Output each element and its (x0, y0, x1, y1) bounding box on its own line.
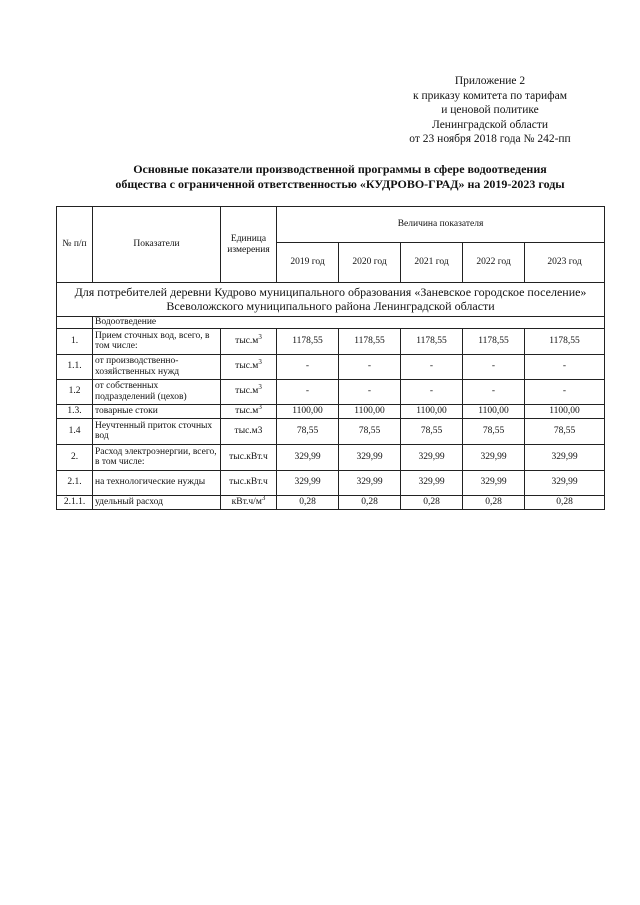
row-unit (221, 328, 277, 354)
unit-text: тыс.м (235, 386, 259, 397)
row-value: 0,28 (277, 495, 339, 509)
empty-cell (57, 317, 93, 329)
row-value: - (339, 379, 401, 404)
appendix-line: и ценовой политике (441, 104, 539, 116)
row-unit (221, 404, 277, 418)
unit-sup: 3 (258, 383, 262, 392)
subsection-row (57, 317, 605, 329)
header-year: 2022 год (463, 243, 525, 283)
section-row (57, 283, 605, 317)
row-unit (221, 444, 277, 470)
table-row (57, 444, 605, 470)
row-value: 78,55 (277, 418, 339, 444)
row-unit (221, 418, 277, 444)
appendix-line: к приказу комитета по тарифам (413, 89, 567, 102)
row-num: 1.2 (57, 379, 93, 404)
unit-text: тыс.кВт.ч (229, 477, 268, 488)
row-num: 1.3. (57, 404, 93, 418)
row-value: - (401, 354, 463, 379)
appendix-line: от 23 ноября 2018 года № 242-пп (409, 133, 571, 145)
header-value: Величина показателя (277, 207, 605, 243)
indicators-table (56, 206, 605, 510)
row-name: Неучтенный приток сточных вод (93, 418, 221, 444)
row-value: - (525, 354, 605, 379)
table-row (57, 495, 605, 509)
row-unit (221, 470, 277, 495)
row-value: 329,99 (401, 470, 463, 495)
table-row (57, 379, 605, 404)
table-row (57, 354, 605, 379)
header-year: 2023 год (525, 243, 605, 283)
unit-text: кВт.ч/м (231, 496, 262, 507)
row-value: 1178,55 (401, 328, 463, 354)
row-value: 1178,55 (525, 328, 605, 354)
row-name: от собственных подразделений (цехов) (93, 379, 221, 404)
row-num: 2.1.1. (57, 495, 93, 509)
header-indicator: Показатели (93, 207, 221, 283)
header-row (57, 207, 605, 243)
row-num: 2. (57, 444, 93, 470)
row-value: 1100,00 (463, 404, 525, 418)
header-year: 2019 год (277, 243, 339, 283)
table-row (57, 328, 605, 354)
row-num: 2.1. (57, 470, 93, 495)
row-value: 0,28 (339, 495, 401, 509)
row-value: 329,99 (339, 444, 401, 470)
header-unit: Единица измерения (221, 207, 277, 283)
unit-sup: 3 (258, 358, 262, 367)
row-value: 78,55 (525, 418, 605, 444)
row-value: - (277, 354, 339, 379)
appendix-line: Приложение 2 (454, 75, 526, 87)
appendix-block (380, 74, 600, 147)
row-value: 78,55 (401, 418, 463, 444)
row-value: 329,99 (277, 444, 339, 470)
unit-text: тыс.м3 (234, 425, 263, 436)
row-value: - (525, 379, 605, 404)
title-line: общества с ограниченной ответственностью «КУДРОВО-ГРАД» на 2019-2023 годы (115, 177, 565, 191)
row-name: удельный расход (93, 495, 221, 509)
unit-sup: 3 (258, 332, 262, 341)
row-value: 1100,00 (277, 404, 339, 418)
unit-text: тыс.кВт.ч (229, 451, 268, 462)
unit-text: тыс.м (235, 405, 259, 416)
row-value: 329,99 (339, 470, 401, 495)
row-value: 0,28 (463, 495, 525, 509)
row-value: 329,99 (463, 470, 525, 495)
unit-sup: 3 (258, 404, 262, 411)
header-num: № п/п (57, 207, 93, 283)
row-value: 1178,55 (339, 328, 401, 354)
section-title: Для потребителей деревни Кудрово муниципального образования «Заневское городское поселение» Всеволожского муниципального района Ленинградской области (57, 283, 605, 317)
row-value: 329,99 (525, 444, 605, 470)
unit-text: тыс.м (235, 361, 259, 372)
row-value: 78,55 (463, 418, 525, 444)
unit-text: тыс.м (235, 335, 259, 346)
row-value: 0,28 (401, 495, 463, 509)
row-value: 1100,00 (525, 404, 605, 418)
table-row (57, 470, 605, 495)
row-name: товарные стоки (93, 404, 221, 418)
row-value: 1178,55 (463, 328, 525, 354)
title-line: Основные показатели производственной программы в сфере водоотведения (133, 162, 547, 176)
row-value: 329,99 (463, 444, 525, 470)
table-row (57, 404, 605, 418)
row-value: - (463, 379, 525, 404)
row-name: на технологические нужды (93, 470, 221, 495)
row-name: Расход электроэнергии, всего, в том числе: (93, 444, 221, 470)
row-value: - (339, 354, 401, 379)
row-num: 1.1. (57, 354, 93, 379)
row-value: - (463, 354, 525, 379)
row-value: 329,99 (525, 470, 605, 495)
row-value: 1100,00 (401, 404, 463, 418)
row-unit (221, 379, 277, 404)
row-value: - (277, 379, 339, 404)
row-num: 1. (57, 328, 93, 354)
row-unit (221, 354, 277, 379)
row-name: от производственно-хозяйственных нужд (93, 354, 221, 379)
row-value: 1100,00 (339, 404, 401, 418)
table-row (57, 418, 605, 444)
header-year: 2021 год (401, 243, 463, 283)
row-name: Прием сточных вод, всего, в том числе: (93, 328, 221, 354)
row-value: 329,99 (401, 444, 463, 470)
row-value: 0,28 (525, 495, 605, 509)
row-num: 1.4 (57, 418, 93, 444)
row-value: 78,55 (339, 418, 401, 444)
row-value: - (401, 379, 463, 404)
document-title (80, 162, 600, 192)
row-unit (221, 495, 277, 509)
unit-sup: 3 (261, 495, 266, 502)
appendix-line: Ленинградской области (431, 118, 549, 131)
header-year: 2020 год (339, 243, 401, 283)
subsection-title: Водоотведение (93, 317, 605, 329)
row-value: 329,99 (277, 470, 339, 495)
row-value: 1178,55 (277, 328, 339, 354)
